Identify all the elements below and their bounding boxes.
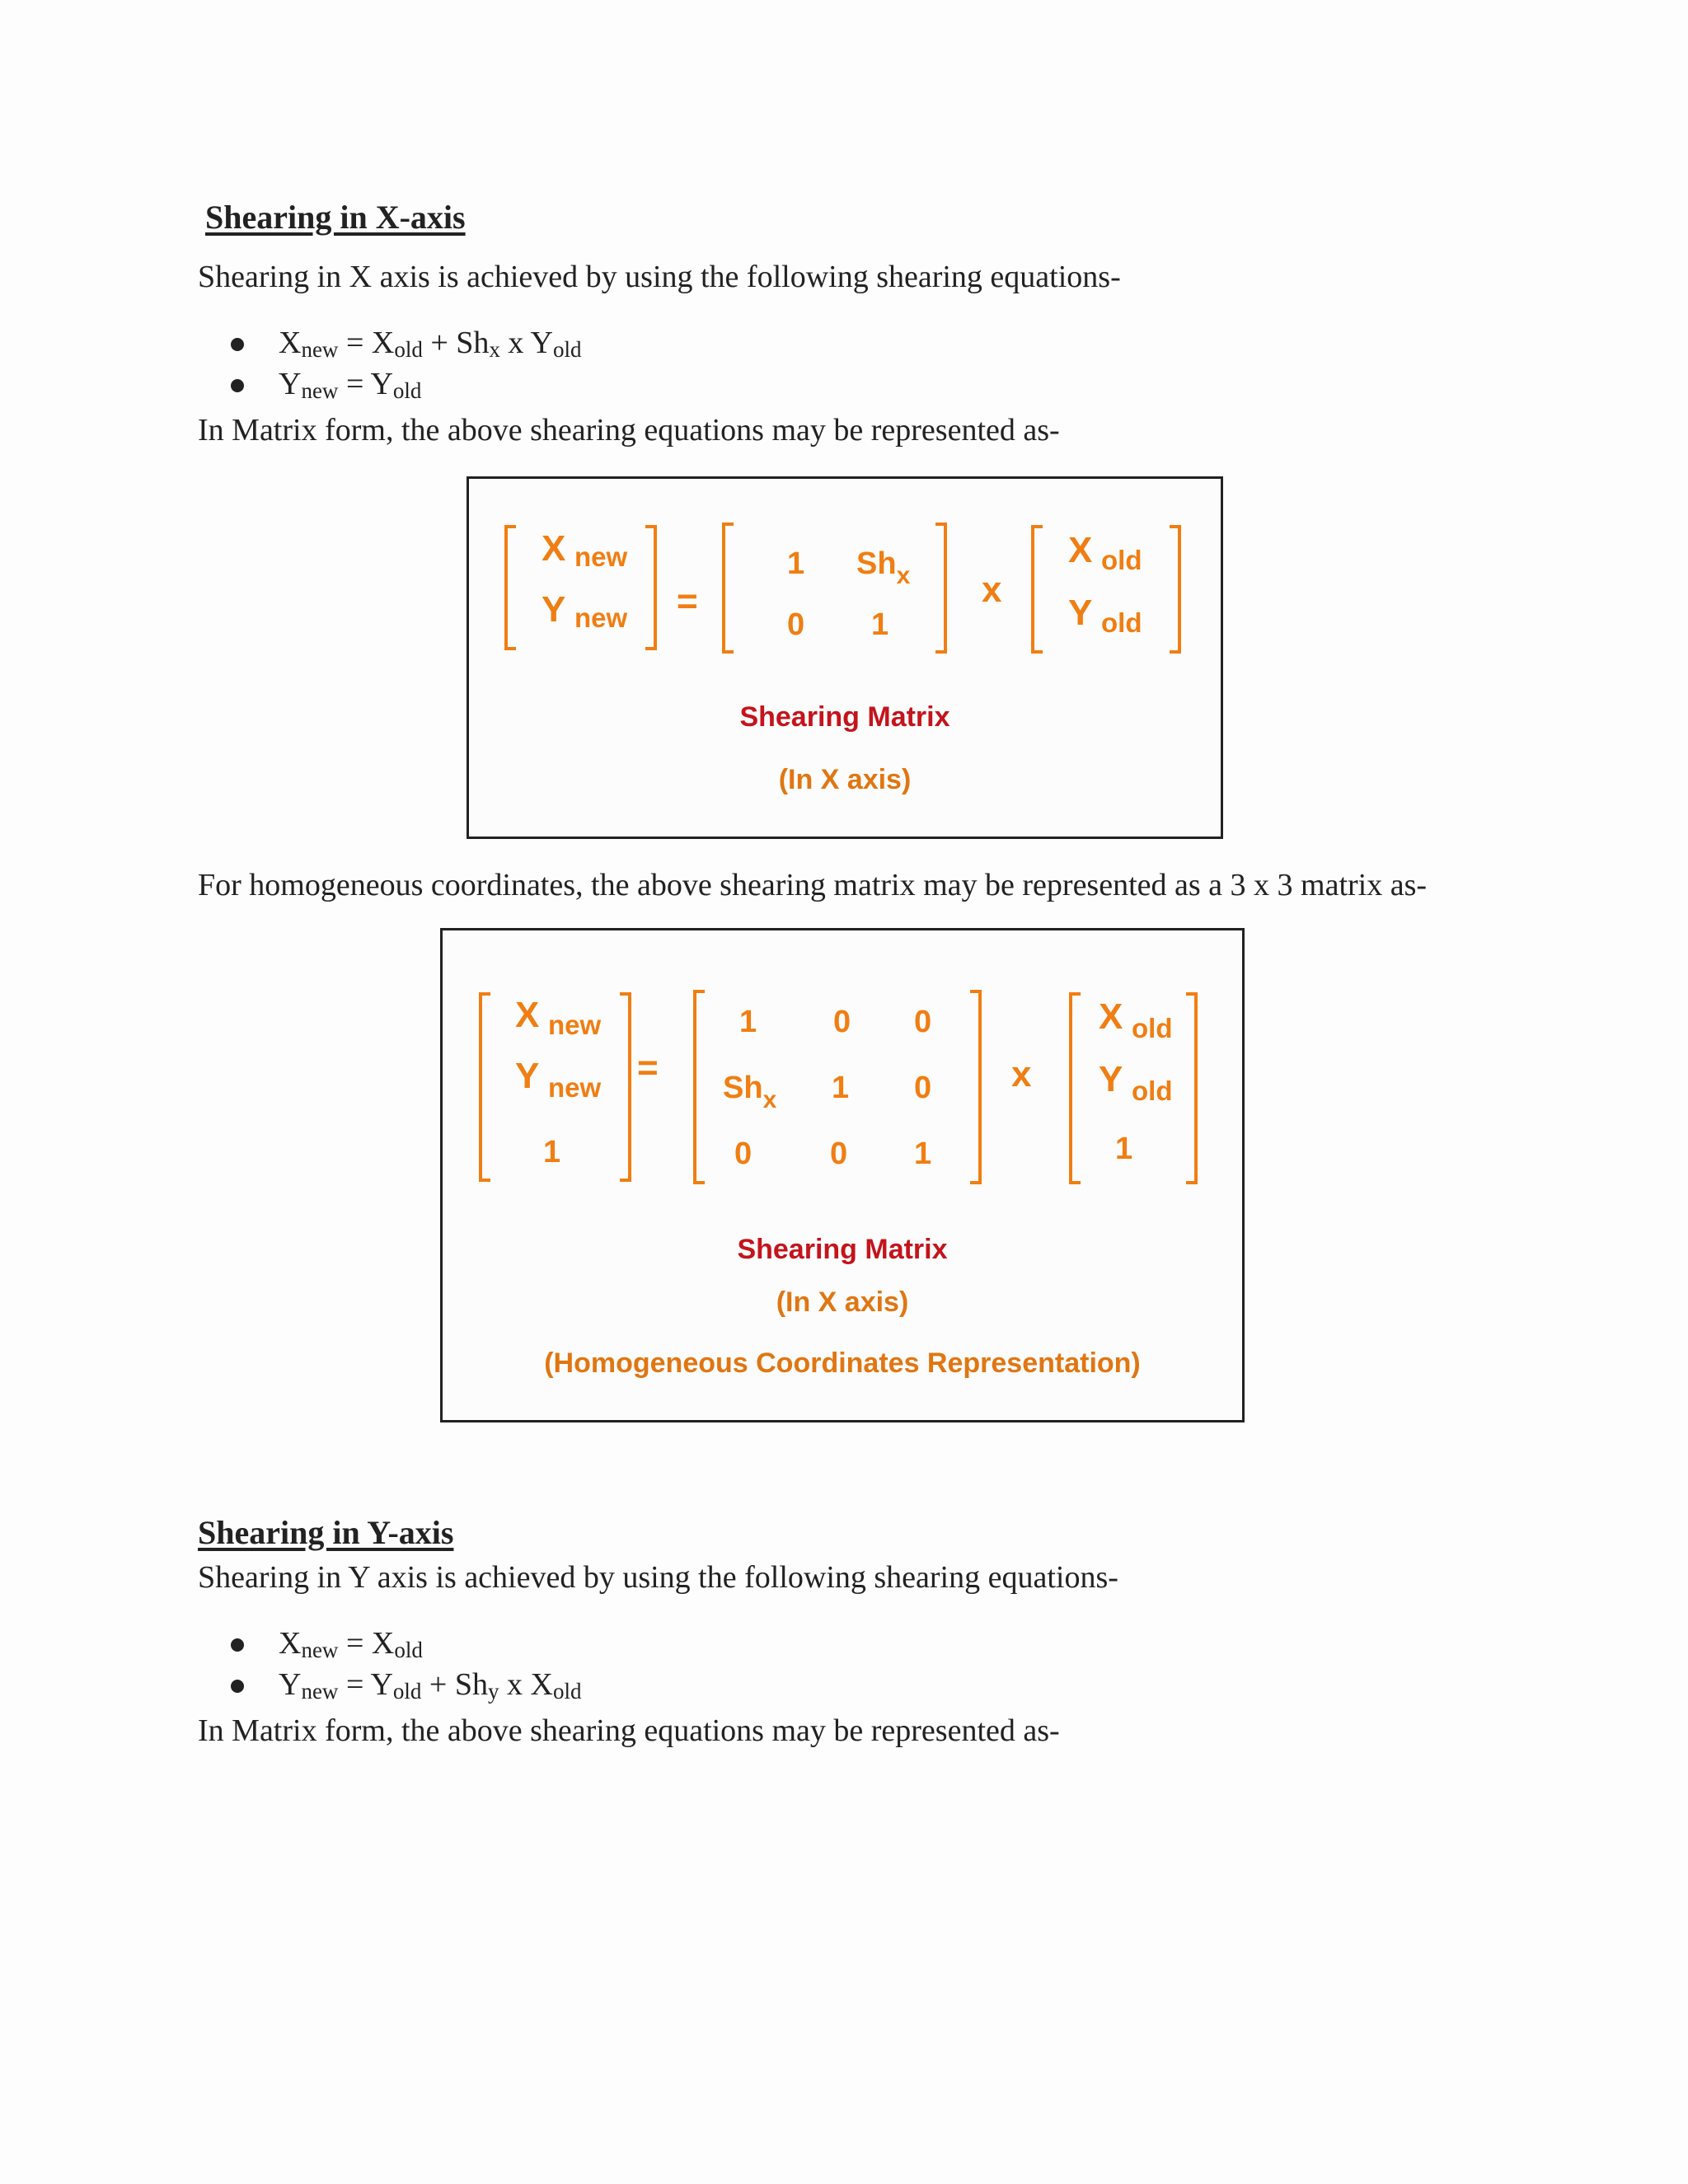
matrix-cell: 1: [739, 1005, 757, 1039]
matrix-cell: 0: [914, 1071, 932, 1105]
x-new-symbol: X: [542, 528, 566, 569]
section-heading-x: Shearing in X-axis: [205, 199, 466, 236]
x-old-symbol: X: [1099, 996, 1123, 1037]
intro-paragraph-y: Shearing in Y axis is achieved by using the following shearing equations-: [198, 1560, 1118, 1595]
bracket-right: [645, 527, 655, 649]
figure-caption-title: Shearing Matrix: [739, 701, 950, 733]
bracket-right: [970, 991, 980, 1183]
new-label: new: [574, 602, 628, 633]
matrix-cell: 1: [832, 1071, 850, 1105]
equals-sign: =: [637, 1047, 659, 1088]
matrix-intro-y: In Matrix form, the above shearing equations may be represented as-: [198, 1713, 1060, 1748]
multiply-sign: x: [1011, 1054, 1032, 1094]
vector-cell: 1: [543, 1135, 561, 1169]
bracket-right: [1186, 994, 1196, 1183]
figure-caption-note: (Homogeneous Coordinates Representation): [544, 1347, 1141, 1379]
old-label: old: [1101, 545, 1142, 575]
figure-caption-title: Shearing Matrix: [737, 1234, 948, 1265]
bracket-left: [1033, 527, 1043, 652]
bullet-icon: [231, 338, 244, 351]
shearing-matrix-figure: [467, 476, 1223, 839]
matrix-cell: 0: [734, 1137, 753, 1171]
matrix-intro-x: In Matrix form, the above shearing equations may be represented as-: [198, 413, 1060, 448]
matrix-cell: 1: [914, 1137, 932, 1171]
bullet-icon: [231, 1638, 244, 1652]
bracket-right: [620, 994, 630, 1180]
bracket-left: [481, 994, 490, 1180]
bracket-left: [695, 991, 705, 1183]
multiply-sign: x: [982, 569, 1002, 610]
homogeneous-shearing-matrix-figure: [440, 928, 1245, 1422]
equation-x-new: $X_{new} = X_{old}$: [279, 1626, 423, 1662]
bullet-icon: [231, 379, 244, 392]
equation-x-new: $X_{new} = X_{old} + Sh_x$ x $Y_{old}$: [279, 326, 582, 362]
x-old-symbol: X: [1068, 530, 1093, 570]
equation-y-new: $Y_{new} = Y_{old} + Sh_y$ x $X_{old}$: [279, 1667, 582, 1704]
new-label: new: [548, 1072, 602, 1103]
new-label: new: [548, 1010, 602, 1040]
bracket-right: [1170, 527, 1179, 652]
bracket-left: [1071, 994, 1081, 1183]
new-label: new: [574, 541, 628, 572]
matrix-cell-shx: $Sh_x$: [723, 1071, 777, 1113]
equation-y-new: $Y_{new} = Y_{old}$: [279, 367, 422, 403]
old-label: old: [1101, 607, 1142, 638]
y-old-symbol: Y: [1068, 593, 1093, 633]
matrix-cell: 0: [833, 1005, 851, 1039]
matrix-cell: 1: [787, 546, 805, 581]
x-new-symbol: X: [515, 995, 540, 1035]
bullet-icon: [231, 1680, 244, 1693]
bracket-left: [506, 527, 516, 649]
equals-sign: =: [677, 581, 698, 621]
bracket-right: [935, 524, 945, 652]
matrix-cell: 0: [914, 1005, 932, 1039]
section-heading-y: Shearing in Y-axis: [198, 1514, 454, 1551]
matrix-cell-shx: $Sh_x$: [856, 546, 911, 589]
bracket-left: [724, 524, 734, 652]
y-old-symbol: Y: [1099, 1059, 1123, 1099]
old-label: old: [1132, 1076, 1173, 1106]
intro-paragraph-x: Shearing in X axis is achieved by using the following shearing equations-: [198, 260, 1121, 294]
figure-caption-subtitle: (In X axis): [778, 764, 912, 795]
matrix-cell: 0: [830, 1137, 848, 1171]
y-new-symbol: Y: [542, 589, 566, 630]
matrix-cell: 0: [787, 607, 805, 642]
homogeneous-intro: For homogeneous coordinates, the above shearing matrix may be represented as a 3 x 3 matrix as-: [198, 868, 1428, 902]
matrix-cell: 1: [871, 607, 889, 642]
y-new-symbol: Y: [515, 1056, 540, 1096]
figure-caption-subtitle: (In X axis): [776, 1286, 909, 1318]
vector-cell: 1: [1115, 1132, 1133, 1166]
old-label: old: [1132, 1013, 1173, 1043]
